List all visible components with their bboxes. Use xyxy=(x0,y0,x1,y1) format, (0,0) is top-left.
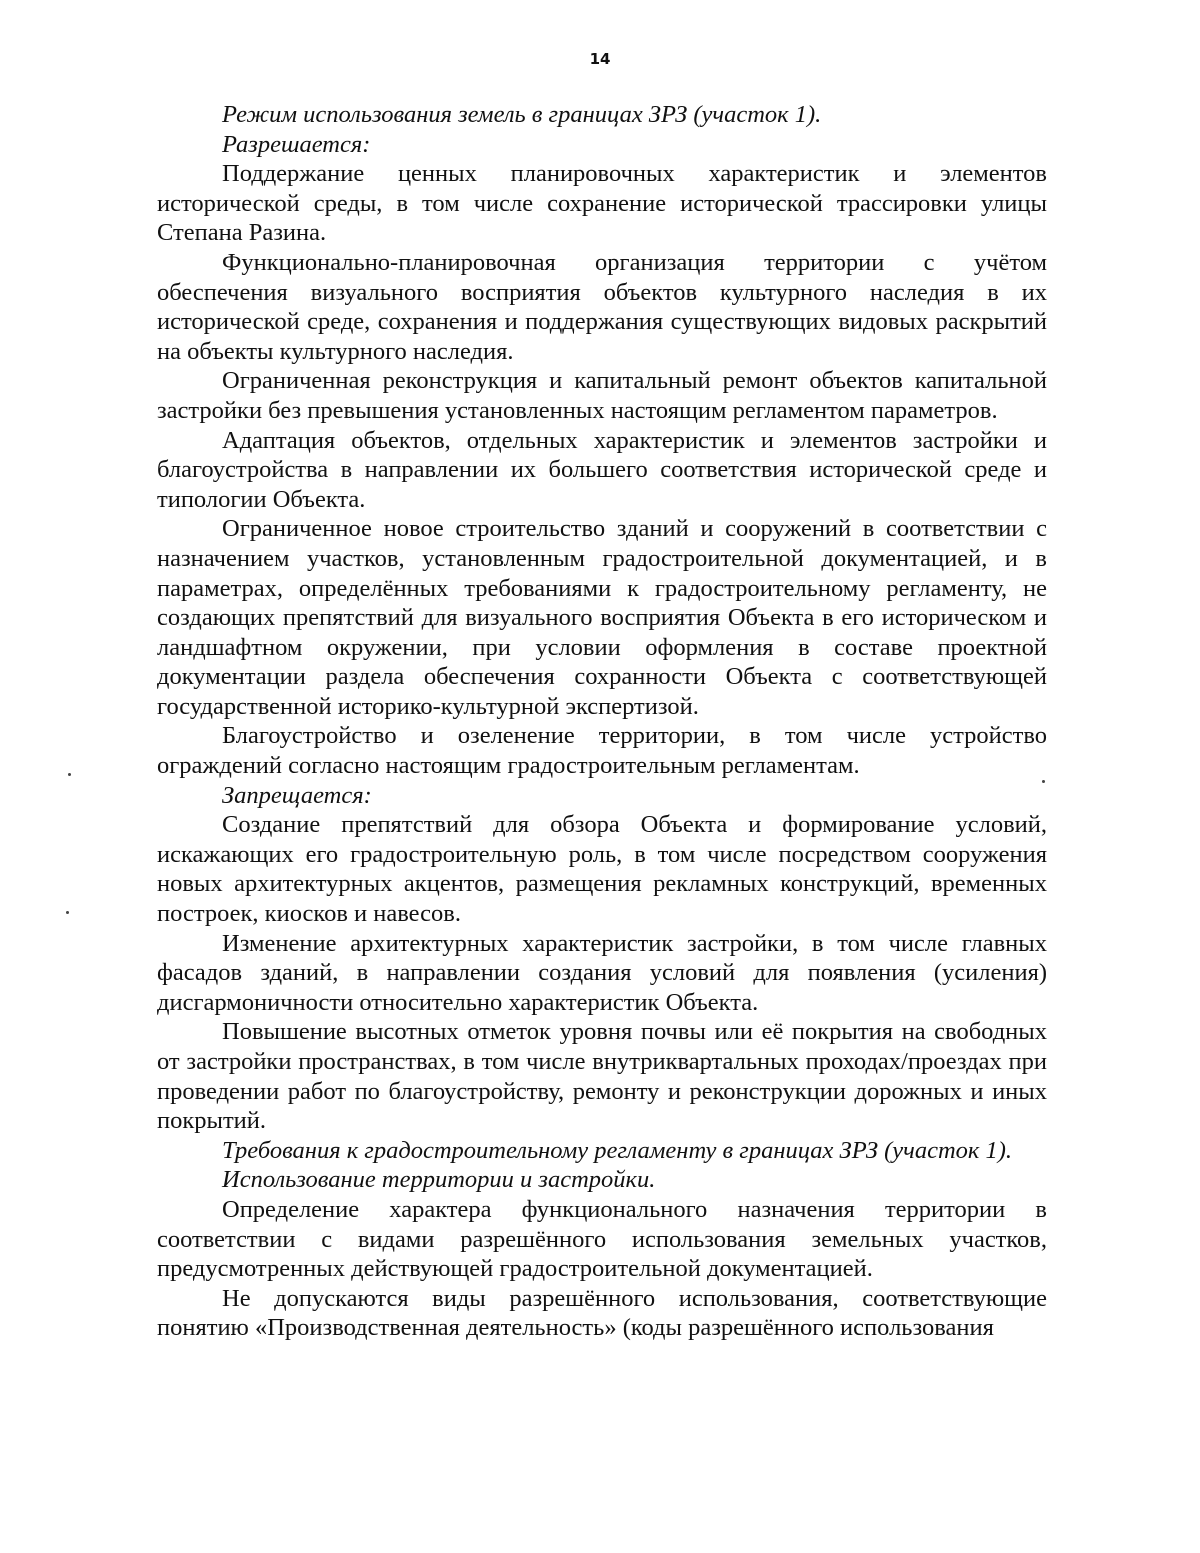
page-number: 14 xyxy=(589,50,611,68)
document-body xyxy=(157,100,1047,1343)
paragraph-limited-reconstruction: Ограниченная реконструкция и капитальный ремонт объектов капитальной застройки без превышения установленных настоящим регламентом параметров. xyxy=(157,367,1047,424)
scan-speck xyxy=(68,773,71,776)
scan-speck xyxy=(1042,780,1045,783)
subheading-usage: Использование территории и застройки. xyxy=(222,1166,656,1194)
paragraph-adaptation: Адаптация объектов, отдельных характеристик и элементов застройки и благоустройства в направлении их большего соответствия исторической среде и типологии Объекта. xyxy=(157,426,1047,513)
paragraph-landscaping: Благоустройство и озеленение территории, в том числе устройство ограждений согласно настоящим градостроительным регламентам. xyxy=(157,722,1047,780)
paragraph-not-allowed: Не допускаются виды разрешённого использования, соответствующие понятию «Производственная деятельность» (коды разрешённого использования xyxy=(157,1284,1047,1342)
paragraph-obstacles: Создание препятствий для обзора Объекта и формирование условий, искажающих его градостроительную роль, в том числе посредством сооружения новых архитектурных акцентов, размещения рекламных конструкций, временных построек, киосков и навесов. xyxy=(157,811,1047,928)
paragraph-functional-organization: Функционально-планировочная организация территории с учётом обеспечения визуального восприятия объектов культурного наследия в их исторической среде, сохранения и поддержания существующих видовых раскрытий на объекты культурного наследия. xyxy=(157,248,1047,365)
paragraph-new-construction: Ограниченное новое строительство зданий и сооружений в соответствии с назначением участков, установленным градостроительной документацией, и в параметрах, определённых требованиями к градостроительному регламенту, не создающих препятствий для визуального восприятия Объекта в его историческом и ландшафтном окружении, при условии оформления в составе проектной документации раздела обеспечения сохранности Объекта с соответствующей государственной историко-культурной экспертизой. xyxy=(157,515,1047,720)
section-heading-requirements: Требования к градостроительному регламенту в границах ЗРЗ (участок 1). xyxy=(222,1136,1013,1164)
subheading-prohibited: Запрещается: xyxy=(222,781,372,809)
subheading-allowed: Разрешается: xyxy=(222,130,371,158)
paragraph-functional-purpose: Определение характера функционального назначения территории в соответствии с видами разрешённого использования земельных участков, предусмотренных действующей градостроительной документацией. xyxy=(157,1195,1047,1283)
paragraph-architecture-change: Изменение архитектурных характеристик застройки, в том числе главных фасадов зданий, в направлении создания условий для появления (усиления) дисгармоничности относительно характеристик Объекта. xyxy=(157,929,1047,1016)
section-heading-regime: Режим использования земель в границах ЗРЗ (участок 1). xyxy=(222,101,822,128)
paragraph-elevation: Повышение высотных отметок уровня почвы или её покрытия на свободных от застройки пространствах, в том числе внутриквартальных проходах/проездах при проведении работ по благоустройству, ремонту и реконструкции дорожных и иных покрытий. xyxy=(157,1018,1047,1135)
scan-speck xyxy=(66,911,69,914)
paragraph-maintenance: Поддержание ценных планировочных характеристик и элементов исторической среды, в том числе сохранение исторической трассировки улицы Степана Разина. xyxy=(157,160,1047,247)
